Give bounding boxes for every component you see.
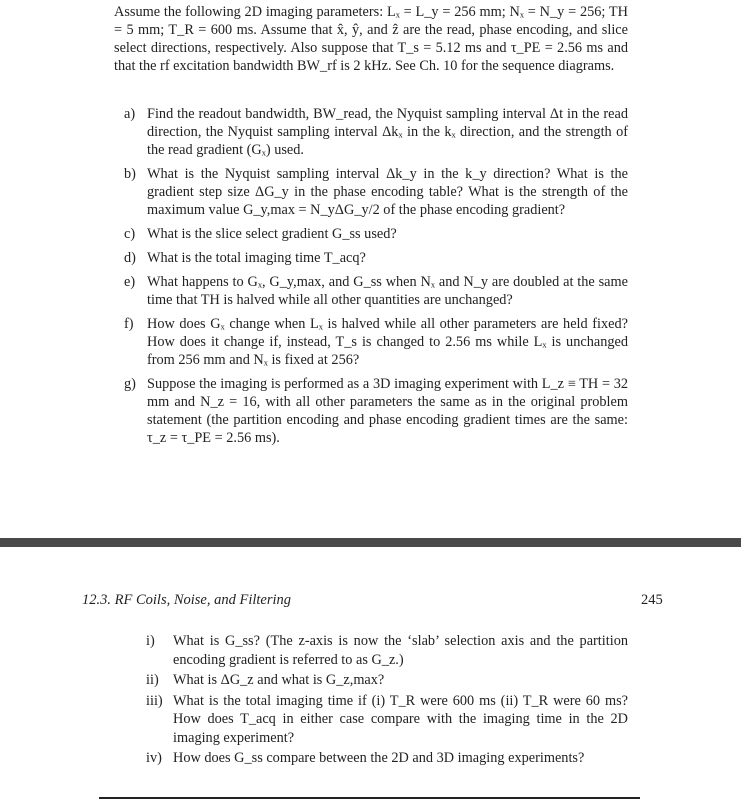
item-label: iv) [146, 750, 162, 766]
item-label: ii) [146, 672, 159, 688]
list-item [124, 375, 628, 447]
item-text: What is G_ss? (The z-axis is now the ‘slab’ selection axis and the partition encoding gradient is referred to as G_z.) [173, 633, 628, 668]
list-item [146, 749, 628, 768]
list-item [124, 273, 628, 309]
list-item [124, 225, 628, 243]
subquestion-list [146, 632, 628, 770]
item-text: What is ΔG_z and what is G_z,max? [173, 672, 385, 688]
item-text: Suppose the imaging is performed as a 3D imaging experiment with L_z ≡ TH = 32 mm and N_z = 16, with all other parameters the same as in the original problem statement (the partition encoding and phase encoding gradient times are the same: τ_z = τ_PE = 2.56 ms). [147, 376, 628, 446]
item-text: How does Gₓ change when Lₓ is halved while all other parameters are held fixed? How does it change if, instead, T_s is changed to 2.56 ms while Lₓ is unchanged from 256 mm and Nₓ is fixed at 256? [147, 316, 628, 368]
item-label: d) [124, 250, 136, 266]
item-label: i) [146, 633, 155, 649]
problem-intro: Assume the following 2D imaging parameters: Lₓ = L_y = 256 mm; Nₓ = N_y = 256; TH = 5 mm; T_R = 600 ms. Assume that x̂, ŷ, and ẑ are the read, phase encoding, and slice select directions, respectively. Also suppose that T_s = 5.12 ms and τ_PE = 2.56 ms and that the rf excitation bandwidth BW_rf is 2 kHz. See Ch. 10 for the sequence diagrams. [114, 4, 628, 74]
item-text: What is the Nyquist sampling interval Δk_y in the k_y direction? What is the gradient step size ΔG_y in the phase encoding table? What is the strength of the maximum value G_y,max = N_yΔG_y/2 of the phase encoding gradient? [147, 166, 628, 218]
item-label: f) [124, 316, 134, 332]
item-label: b) [124, 166, 136, 182]
item-label: e) [124, 274, 136, 290]
page-divider [0, 538, 741, 547]
list-item [124, 249, 628, 267]
list-item [146, 671, 628, 690]
item-text: What is the slice select gradient G_ss used? [147, 226, 397, 242]
question-list [124, 105, 628, 453]
item-text: What is the total imaging time if (i) T_R were 600 ms (ii) T_R were 60 ms? How does T_acq in either case compare with the imaging time in the 2D imaging experiment? [173, 692, 628, 746]
item-text: How does G_ss compare between the 2D and 3D imaging experiments? [173, 750, 585, 766]
list-item [146, 632, 628, 669]
list-item [124, 105, 628, 159]
item-label: g) [124, 376, 136, 392]
item-label: iii) [146, 692, 163, 709]
footer-rule [99, 797, 640, 799]
item-text: What happens to Gₓ, G_y,max, and G_ss when Nₓ and N_y are doubled at the same time that TH is halved while all other quantities are unchanged? [147, 274, 628, 308]
item-label: a) [124, 106, 136, 122]
running-header: 12.3. RF Coils, Noise, and Filtering [82, 592, 292, 608]
item-text: What is the total imaging time T_acq? [147, 250, 366, 266]
item-label: c) [124, 226, 136, 242]
list-item [124, 165, 628, 219]
list-item [124, 315, 628, 369]
item-text: Find the readout bandwidth, BW_read, the Nyquist sampling interval Δt in the read direction, the Nyquist sampling interval Δkₓ in the kₓ direction, and the strength of the read gradient (Gₓ) used. [147, 106, 628, 158]
list-item [146, 692, 628, 748]
page-number: 245 [641, 592, 663, 608]
